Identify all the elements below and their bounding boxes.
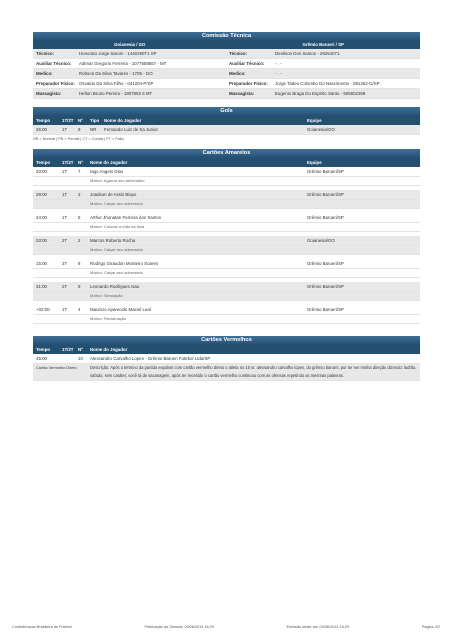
team-away-label: Grêmio Barueri / SP bbox=[302, 42, 344, 47]
gol-periodo: 1T bbox=[62, 127, 68, 132]
amarelo-motivo-spacer bbox=[33, 177, 87, 185]
amarelo-row bbox=[33, 213, 420, 223]
amarelo-tempo: 20:00 bbox=[36, 169, 47, 174]
col-periodo: 1T/2T bbox=[62, 347, 74, 352]
comissao-home-label: Preparador Físico: bbox=[36, 81, 75, 86]
comissao-away-value: - . - bbox=[275, 71, 282, 76]
col-tempo: Tempo bbox=[36, 347, 51, 352]
amarelo-equipe: Grêmio Barueri/SP bbox=[307, 169, 344, 174]
amarelo-entry bbox=[33, 282, 420, 305]
amarelo-tempo: 34:00 bbox=[36, 215, 47, 220]
vermelhos-section bbox=[33, 336, 420, 381]
col-nome: Nome do Jogador bbox=[90, 347, 128, 352]
amarelo-periodo: 1T bbox=[62, 192, 68, 197]
amarelo-motivo-row bbox=[33, 177, 420, 186]
comissao-home-value: Honorato Jorge Sarom - 1440290T1 SP bbox=[79, 51, 157, 56]
col-nome: Nome do Jogador bbox=[90, 160, 128, 165]
amarelo-motivo-spacer bbox=[33, 269, 87, 277]
amarelo-numero: 4 bbox=[78, 307, 81, 312]
amarelo-row bbox=[33, 259, 420, 269]
amarelo-periodo: 1T bbox=[62, 307, 68, 312]
col-equipe: Equipe bbox=[307, 160, 322, 165]
team-home-label: Goianesia / GO bbox=[114, 42, 146, 47]
amarelo-numero: 9 bbox=[78, 284, 81, 289]
comissao-title: Comissão Técnica bbox=[33, 32, 420, 41]
amarelo-nome: Mauricio Aparecido Maciel Leal bbox=[90, 307, 151, 312]
amarelo-motivo-spacer bbox=[33, 200, 87, 208]
vermelhos-header-row bbox=[33, 345, 420, 354]
amarelo-equipe: Goianesia/GO bbox=[307, 238, 335, 243]
amarelo-motivo-spacer bbox=[33, 223, 87, 231]
footer-org: Confederacao Brasileira de Futebol bbox=[12, 625, 72, 629]
amarelo-entry bbox=[33, 213, 420, 236]
amarelo-row bbox=[33, 190, 420, 200]
col-numero: Nº bbox=[78, 118, 83, 123]
col-numero: Nº bbox=[78, 160, 83, 165]
gol-equipe: Goianesia/GO bbox=[307, 127, 335, 132]
comissao-away-value: - . - bbox=[275, 61, 282, 66]
comissao-row bbox=[33, 49, 420, 59]
col-equipe: Equipe bbox=[307, 118, 322, 123]
amarelo-nome: Marcos Roberto Rocha bbox=[90, 238, 136, 243]
comissao-away-label: Auxiliar Técnico: bbox=[229, 61, 265, 66]
amarelo-numero: 2 bbox=[78, 192, 81, 197]
comissao-away-value: Eugenio Braga Do Espirito Santo - 505602399 bbox=[275, 91, 366, 96]
amarelo-periodo: 2T bbox=[62, 284, 68, 289]
comissao-away-value: Jorge Tadeu Colombo Do Nascimento - 081262-G/SP bbox=[275, 81, 380, 86]
amarelo-tempo: 15:00 bbox=[36, 261, 47, 266]
col-tempo: Tempo bbox=[36, 118, 51, 123]
footer-emissao: Emissão deste via: 03/06/2014 16:29 bbox=[286, 625, 350, 629]
comissao-away-label: Técnico: bbox=[229, 51, 248, 56]
amarelos-rows bbox=[33, 167, 420, 328]
amarelo-motivo-spacer bbox=[33, 315, 87, 323]
amarelo-equipe: Grêmio Barueri/SP bbox=[307, 284, 344, 289]
amarelo-row bbox=[33, 236, 420, 246]
amarelo-motivo-row bbox=[33, 223, 420, 232]
amarelo-numero: 7 bbox=[78, 169, 81, 174]
amarelo-nome: Arthur Jhonatan Ferreira dos Santos bbox=[90, 215, 162, 220]
amarelo-motivo-row bbox=[33, 246, 420, 255]
amarelo-nome: Iago Angelo Dias bbox=[90, 169, 124, 174]
footer-publicacao: Publicação da Súmula: 03/06/2014 16:29 bbox=[144, 625, 214, 629]
gol-tipo: NR bbox=[90, 127, 97, 132]
col-periodo: 1T/2T bbox=[62, 160, 74, 165]
comissao-row bbox=[33, 89, 420, 99]
col-numero: Nº bbox=[78, 347, 83, 352]
amarelo-motivo-row bbox=[33, 292, 420, 301]
vermelho-periodo bbox=[59, 354, 75, 363]
comissao-home-label: Medico: bbox=[36, 71, 53, 76]
comissao-teams-header bbox=[33, 41, 420, 49]
amarelo-entry bbox=[33, 259, 420, 282]
comissao-row bbox=[33, 59, 420, 69]
amarelo-motivo: Motivo: Agarrar seu adversário bbox=[90, 178, 145, 183]
page-footer bbox=[12, 625, 440, 629]
amarelo-row bbox=[33, 167, 420, 177]
comissao-away-label: Preparador Físico: bbox=[229, 81, 268, 86]
vermelho-tipo: Cartão Vermelho Direto bbox=[36, 365, 77, 370]
amarelos-section bbox=[33, 149, 420, 328]
amarelos-title: Cartões Amarelos bbox=[33, 149, 420, 158]
vermelho-numero: 10 bbox=[78, 356, 83, 361]
gols-header-row bbox=[33, 116, 420, 125]
comissao-tecnica-section bbox=[33, 32, 420, 99]
comissao-home-value: Osvaldo Da Silva Filho - 041204-P/SP bbox=[79, 81, 154, 86]
amarelo-nome: Joadson de Assis Bispo bbox=[90, 192, 137, 197]
comissao-home-label: Auxiliar Técnico: bbox=[36, 61, 72, 66]
gol-numero: 9 bbox=[78, 127, 81, 132]
gol-tempo: 26:00 bbox=[36, 127, 47, 132]
amarelos-header-row bbox=[33, 158, 420, 167]
comissao-home-value: Adimar Gregorio Ferreira - 1077659567 - MT bbox=[79, 61, 167, 66]
amarelo-nome: Leonardo Rodrigues Isau bbox=[90, 284, 140, 289]
vermelho-nome: Alexsandro Carvalho Lopes - Grêmio Barueri Futebol Ltda/SP bbox=[90, 356, 211, 361]
amarelo-numero: 5 bbox=[78, 215, 81, 220]
amarelo-entry bbox=[33, 236, 420, 259]
amarelo-tempo: 31:00 bbox=[36, 284, 47, 289]
comissao-row bbox=[33, 69, 420, 79]
amarelo-equipe: Grêmio Barueri/SP bbox=[307, 307, 344, 312]
amarelo-tempo: 03:00 bbox=[36, 238, 47, 243]
gols-title: Gols bbox=[33, 107, 420, 116]
amarelo-motivo: Motivo: Calçar seu adversário bbox=[90, 270, 143, 275]
sumula-page bbox=[33, 32, 420, 389]
amarelo-entry bbox=[33, 167, 420, 190]
amarelo-numero: 8 bbox=[78, 261, 81, 266]
amarelo-tempo: +02:00 bbox=[36, 307, 50, 312]
amarelo-motivo: Motivo: Reclamação bbox=[90, 316, 127, 321]
amarelo-motivo-row bbox=[33, 315, 420, 324]
gol-row bbox=[33, 125, 420, 135]
comissao-home-label: Massagista: bbox=[36, 91, 62, 96]
amarelo-motivo: Motivo: Calçar seu adversário bbox=[90, 247, 143, 252]
col-tipo: Tipo bbox=[90, 118, 100, 123]
amarelo-motivo: Motivo: Calçar seu adversário bbox=[90, 201, 143, 206]
vermelho-tempo: 45:00 bbox=[36, 356, 47, 361]
vermelho-descricao: Descrição: Após o término da partida expulsei com cartão vermelho direto o atleta no 10 sr. alexsandro carvalho lopes, do grêmio barueri, por ter em minha direção dizendo: ladrão, safado, sem caráter, você tá de sacanagem, após ter recebido o cartão vermelho continuou com as ofensas repetindo as mesmas palavras. bbox=[90, 365, 417, 378]
amarelo-motivo: Motivo: Simulação bbox=[90, 293, 123, 298]
comissao-away-label: Massagista: bbox=[229, 91, 255, 96]
amarelo-equipe: Grêmio Barueri/SP bbox=[307, 215, 344, 220]
amarelo-motivo: Motivo: Colocar a mão na bola bbox=[90, 224, 145, 229]
comissao-home-label: Técnico: bbox=[36, 51, 55, 56]
gol-nome: Fernando Luiz de Sa Junior bbox=[104, 127, 158, 132]
amarelo-periodo: 1T bbox=[62, 215, 68, 220]
amarelo-motivo-row bbox=[33, 269, 420, 278]
amarelo-periodo: 1T bbox=[62, 169, 68, 174]
vermelho-desc-row bbox=[33, 364, 420, 381]
footer-pagina: Página 2/2 bbox=[421, 625, 440, 629]
comissao-home-value: Robson Da Silva Tavares - 1705 - GO bbox=[79, 71, 153, 76]
col-tempo: Tempo bbox=[36, 160, 51, 165]
comissao-away-label: Medico: bbox=[229, 71, 246, 76]
amarelo-periodo: 2T bbox=[62, 261, 68, 266]
gols-legend: NR = Normal | PN = Penalti | CT = Contra | FT = Falta bbox=[33, 137, 124, 141]
amarelo-periodo: 2T bbox=[62, 238, 68, 243]
col-nome: Nome do Jogador bbox=[104, 118, 142, 123]
comissao-rows bbox=[33, 49, 420, 99]
col-periodo: 1T/2T bbox=[62, 118, 74, 123]
amarelo-motivo-row bbox=[33, 200, 420, 209]
amarelo-entry bbox=[33, 190, 420, 213]
comissao-home-value: Helton Bruno Pereira - 1807583 6 MT bbox=[79, 91, 153, 96]
amarelo-nome: Rodrigo Giraudon Monteiro Soares bbox=[90, 261, 159, 266]
amarelo-entry bbox=[33, 305, 420, 328]
amarelo-motivo-spacer bbox=[33, 246, 87, 254]
vermelho-row bbox=[33, 354, 420, 364]
amarelo-row bbox=[33, 282, 420, 292]
amarelo-tempo: 29:00 bbox=[36, 192, 47, 197]
gols-section bbox=[33, 107, 420, 141]
comissao-away-value: Denilson Dos Santos - 29254071 bbox=[275, 51, 340, 56]
amarelo-row bbox=[33, 305, 420, 315]
amarelo-motivo-spacer bbox=[33, 292, 87, 300]
vermelhos-title: Cartões Vermelhos bbox=[33, 336, 420, 345]
amarelo-equipe: Grêmio Barueri/SP bbox=[307, 192, 344, 197]
amarelo-numero: 2 bbox=[78, 238, 81, 243]
amarelo-equipe: Grêmio Barueri/SP bbox=[307, 261, 344, 266]
comissao-row bbox=[33, 79, 420, 89]
